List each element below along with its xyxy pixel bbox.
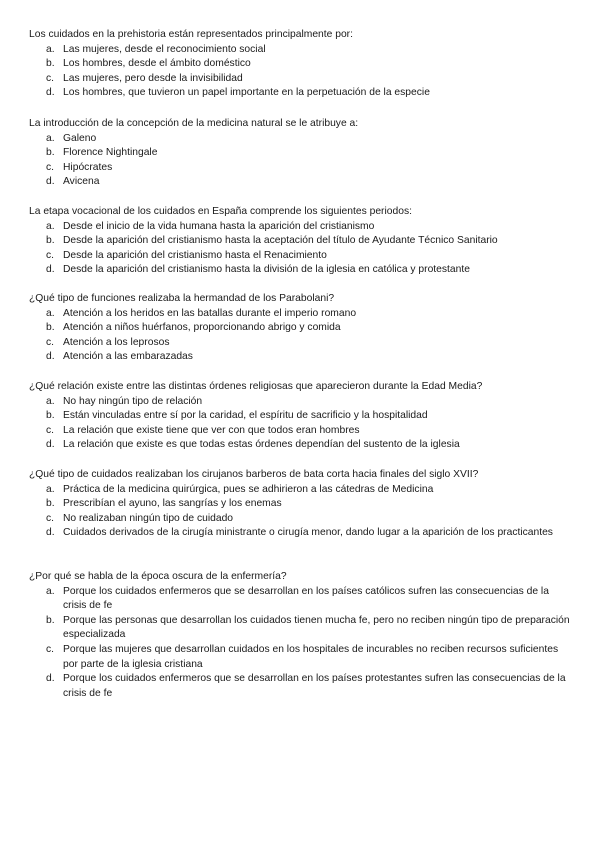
- option-b: [29, 146, 574, 161]
- option-letter: a.: [46, 43, 55, 55]
- option-text: Atención a los leprosos: [63, 336, 170, 348]
- question-text: ¿Qué relación existe entre las distintas órdenes religiosas que aparecieron durante la Edad Media?: [29, 381, 483, 392]
- option-text: Las mujeres, pero desde la invisibilidad: [63, 72, 243, 84]
- question-3: [29, 205, 574, 278]
- option-text: Porque las personas que desarrollan los cuidados tienen mucha fe, pero no reciben ningún tipo de preparación especializada: [63, 614, 570, 641]
- option-text: Prescribían el ayuno, las sangrías y los enemas: [63, 498, 282, 510]
- option-letter: b.: [46, 235, 55, 247]
- option-letter: d.: [46, 264, 55, 276]
- option-text: Desde la aparición del cristianismo hasta la división de la iglesia en católica y protestante: [63, 264, 470, 276]
- option-letter: c.: [46, 424, 55, 436]
- option-a: [29, 132, 574, 147]
- option-a: [29, 585, 574, 614]
- option-letter: b.: [46, 410, 55, 422]
- option-text: Porque los cuidados enfermeros que se desarrollan en los países protestantes sufren las consecuencias de la crisis de fe: [63, 673, 566, 699]
- question-4: [29, 292, 574, 365]
- question-2: [29, 117, 574, 190]
- option-b: [29, 234, 574, 249]
- option-d: [29, 672, 574, 701]
- option-letter: d.: [46, 439, 55, 451]
- option-text: Los hombres, que tuvieron un papel importante en la perpetuación de la especie: [63, 87, 430, 99]
- option-list: [29, 483, 574, 541]
- option-text: Hipócrates: [63, 161, 113, 173]
- option-text: Porque las mujeres que desarrollan cuidados en los hospitales de incurables no reciben recursos suficientes por parte de la iglesia cristiana: [63, 643, 559, 670]
- option-letter: a.: [46, 307, 55, 319]
- option-letter: b.: [46, 58, 55, 70]
- option-letter: b.: [46, 322, 55, 334]
- question-text: La introducción de la concepción de la medicina natural se le atribuye a:: [29, 118, 359, 129]
- option-b: [29, 409, 574, 424]
- option-a: [29, 220, 574, 235]
- option-a: [29, 483, 574, 498]
- question-7: [29, 570, 574, 701]
- option-text: Práctica de la medicina quirúrgica, pues se adhirieron a las cátedras de Medicina: [63, 483, 434, 495]
- option-b: [29, 614, 574, 643]
- option-letter: a.: [46, 483, 55, 495]
- option-text: La relación que existe tiene que ver con que todos eran hombres: [63, 424, 360, 436]
- option-text: Florence Nightingale: [63, 147, 158, 159]
- option-letter: c.: [46, 336, 55, 348]
- option-text: Desde la aparición del cristianismo hasta el Renacimiento: [63, 249, 327, 261]
- option-b: [29, 497, 574, 512]
- option-list: [29, 585, 574, 702]
- question-text: La etapa vocacional de los cuidados en España comprende los siguientes periodos:: [29, 206, 412, 217]
- option-text: Desde el inicio de la vida humana hasta la aparición del cristianismo: [63, 220, 375, 232]
- option-text: Cuidados derivados de la cirugía ministrante o cirugía menor, dando lugar a la aparición de los practicantes: [63, 527, 553, 539]
- option-c: [29, 249, 574, 264]
- option-letter: b.: [46, 498, 55, 510]
- option-c: [29, 512, 574, 527]
- option-c: [29, 643, 574, 672]
- question-5: [29, 380, 574, 453]
- option-list: [29, 307, 574, 365]
- question-text: ¿Por qué se habla de la época oscura de la enfermería?: [29, 571, 287, 582]
- option-a: [29, 43, 574, 58]
- option-text: Porque los cuidados enfermeros que se desarrollan en los países católicos sufren las consecuencias de la crisis de fe: [63, 585, 549, 612]
- option-text: No realizaban ningún tipo de cuidado: [63, 512, 234, 524]
- option-d: [29, 438, 574, 453]
- option-d: [29, 175, 574, 190]
- option-b: [29, 57, 574, 72]
- option-d: [29, 350, 574, 365]
- option-d: [29, 263, 574, 278]
- option-d: [29, 86, 574, 101]
- option-c: [29, 72, 574, 87]
- option-letter: d.: [46, 176, 55, 188]
- question-6: [29, 468, 574, 541]
- option-text: Las mujeres, desde el reconocimiento social: [63, 43, 266, 55]
- option-letter: c.: [46, 72, 55, 84]
- option-list: [29, 132, 574, 190]
- option-text: No hay ningún tipo de relación: [63, 395, 203, 407]
- option-letter: d.: [46, 87, 55, 99]
- option-list: [29, 43, 574, 101]
- option-b: [29, 321, 574, 336]
- option-text: Atención a niños huérfanos, proporcionando abrigo y comida: [63, 322, 341, 334]
- option-letter: d.: [46, 673, 55, 685]
- option-letter: a.: [46, 132, 55, 144]
- option-text: Desde la aparición del cristianismo hasta la aceptación del título de Ayudante Técnico Sanitario: [63, 235, 498, 247]
- option-letter: a.: [46, 220, 55, 232]
- question-1: [29, 28, 574, 101]
- question-text: ¿Qué tipo de cuidados realizaban los cirujanos barberos de bata corta hacia finales del siglo XVII?: [29, 469, 479, 480]
- option-a: [29, 307, 574, 322]
- option-letter: c.: [46, 249, 55, 261]
- option-text: Los hombres, desde el ámbito doméstico: [63, 58, 251, 70]
- option-text: Atención a los heridos en las batallas durante el imperio romano: [63, 307, 357, 319]
- option-letter: a.: [46, 585, 55, 597]
- question-text: ¿Qué tipo de funciones realizaba la hermandad de los Parabolani?: [29, 293, 335, 304]
- option-a: [29, 395, 574, 410]
- option-text: Avicena: [63, 176, 100, 188]
- option-letter: c.: [46, 161, 55, 173]
- question-text: Los cuidados en la prehistoria están representados principalmente por:: [29, 29, 353, 40]
- option-letter: c.: [46, 512, 55, 524]
- option-letter: b.: [46, 614, 55, 626]
- option-letter: d.: [46, 351, 55, 363]
- option-text: Galeno: [63, 132, 97, 144]
- option-letter: a.: [46, 395, 55, 407]
- option-text: Están vinculadas entre sí por la caridad, el espíritu de sacrificio y la hospitalidad: [63, 410, 428, 422]
- option-c: [29, 424, 574, 439]
- option-list: [29, 220, 574, 278]
- option-text: La relación que existe es que todas estas órdenes dependían del sustento de la iglesia: [63, 439, 460, 451]
- option-c: [29, 336, 574, 351]
- option-letter: c.: [46, 643, 55, 655]
- option-list: [29, 395, 574, 453]
- option-d: [29, 526, 574, 541]
- option-text: Atención a las embarazadas: [63, 351, 193, 363]
- option-letter: d.: [46, 527, 55, 539]
- option-c: [29, 161, 574, 176]
- option-letter: b.: [46, 147, 55, 159]
